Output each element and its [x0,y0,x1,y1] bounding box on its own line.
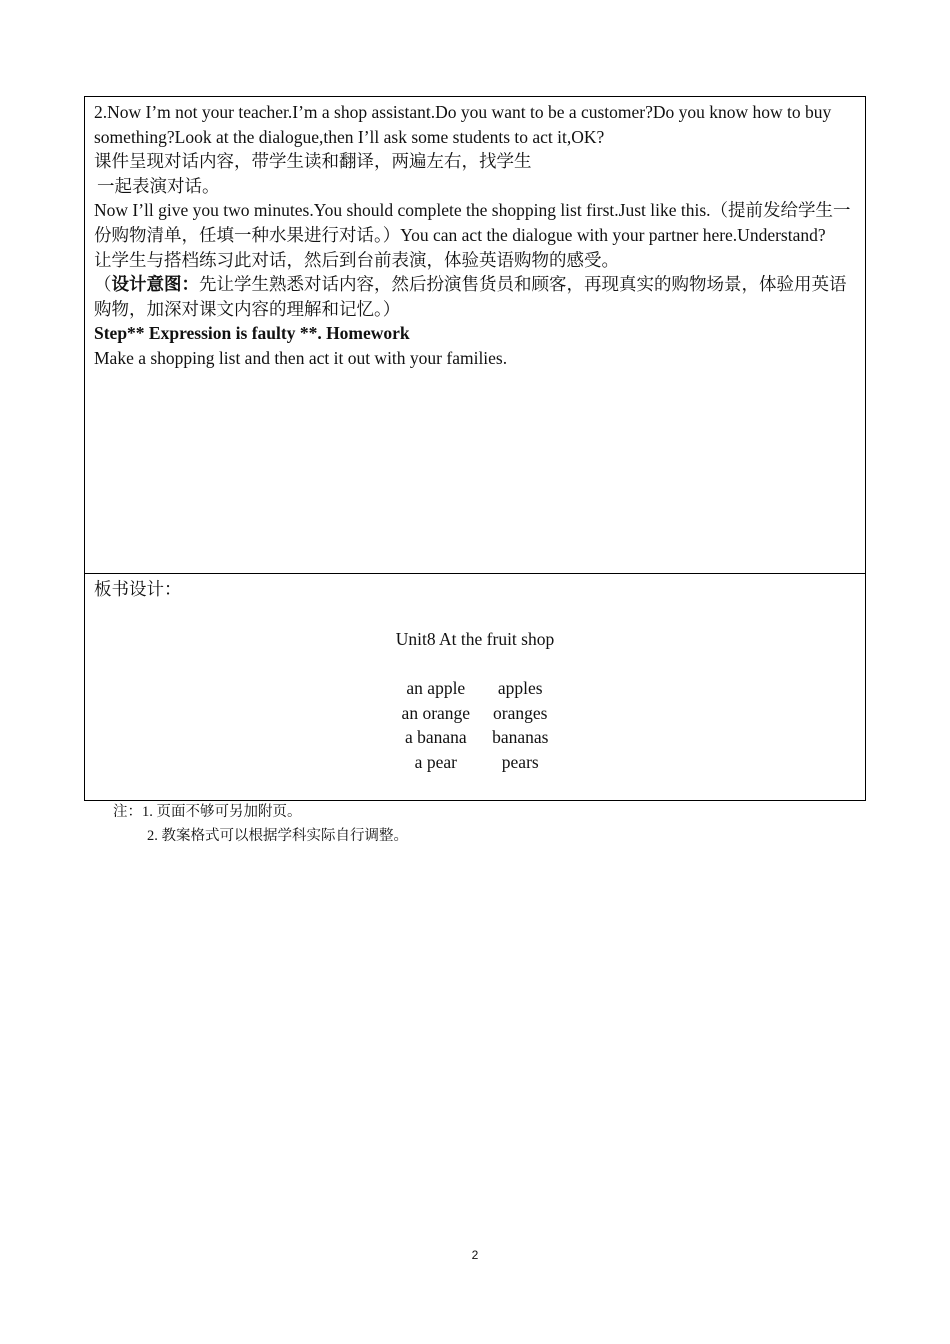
design-intent-body: 先让学生熟悉对话内容，然后扮演售货员和顾客，再现真实的购物场景，体验用英语购物，加深对课文内容的理解和记忆。） [94,274,847,319]
dialogue-intro-text: 2.Now I’m not your teacher.I’m a shop assistant.Do you want to be a customer?Do you know how to buy something?Look at the dialogue,then I’ll ask some students to act it,OK? [94,102,832,147]
vocabulary-list [402,676,549,774]
footnotes [113,800,408,848]
vocabulary-plural: apples [497,678,543,699]
courseware-instruction-text: 课件呈现对话内容，带学生读和翻译，两遍左右，找学生 [94,151,532,172]
vocabulary-singular: a banana [404,727,467,748]
footnote-1: 注：1. 页面不够可另加附页。 [113,804,302,820]
vocabulary-row [402,676,549,701]
shopping-list-instruction-text: Now I’ll give you two minutes.You should complete the shopping list first.Just like this.（提前发给学生一份购物清单，任填一种水果进行对话。）You can act the dialogue with your partner here.Understand? [94,200,851,245]
board-design-row [85,574,866,801]
footnote-2: 2. 教案格式可以根据学科实际自行调整。 [147,828,408,844]
vocabulary-plural: oranges [493,702,548,723]
vocabulary-plural: bananas [492,727,549,748]
vocabulary-row [402,701,549,726]
partner-practice-text: 让学生与搭档练习此对话，然后到台前表演，体验英语购物的感受。 [94,249,619,270]
vocabulary-singular: an apple [406,678,466,699]
lesson-plan-table [84,96,866,801]
vocabulary-row [402,725,549,750]
design-intent-open-paren: （ [94,274,112,295]
vocabulary-plural: pears [501,751,539,772]
design-intent-label: 设计意图： [111,274,199,295]
board-design-cell [85,574,866,801]
vocabulary-singular: a pear [414,751,457,772]
board-design-heading: 板书设计： [94,579,182,599]
homework-text: Make a shopping list and then act it out with your families. [94,347,508,368]
vocabulary-singular: an orange [401,702,471,723]
board-title: Unit8 At the fruit shop [395,628,555,649]
page-number: 2 [471,1248,479,1262]
design-intent-text [94,272,856,321]
teaching-process-row [85,97,866,574]
teaching-process-cell [85,97,866,574]
vocabulary-row [402,750,549,775]
perform-dialogue-text: 一起表演对话。 [97,175,220,196]
homework-step-heading: Step** Expression is faulty **. Homework [94,323,410,344]
